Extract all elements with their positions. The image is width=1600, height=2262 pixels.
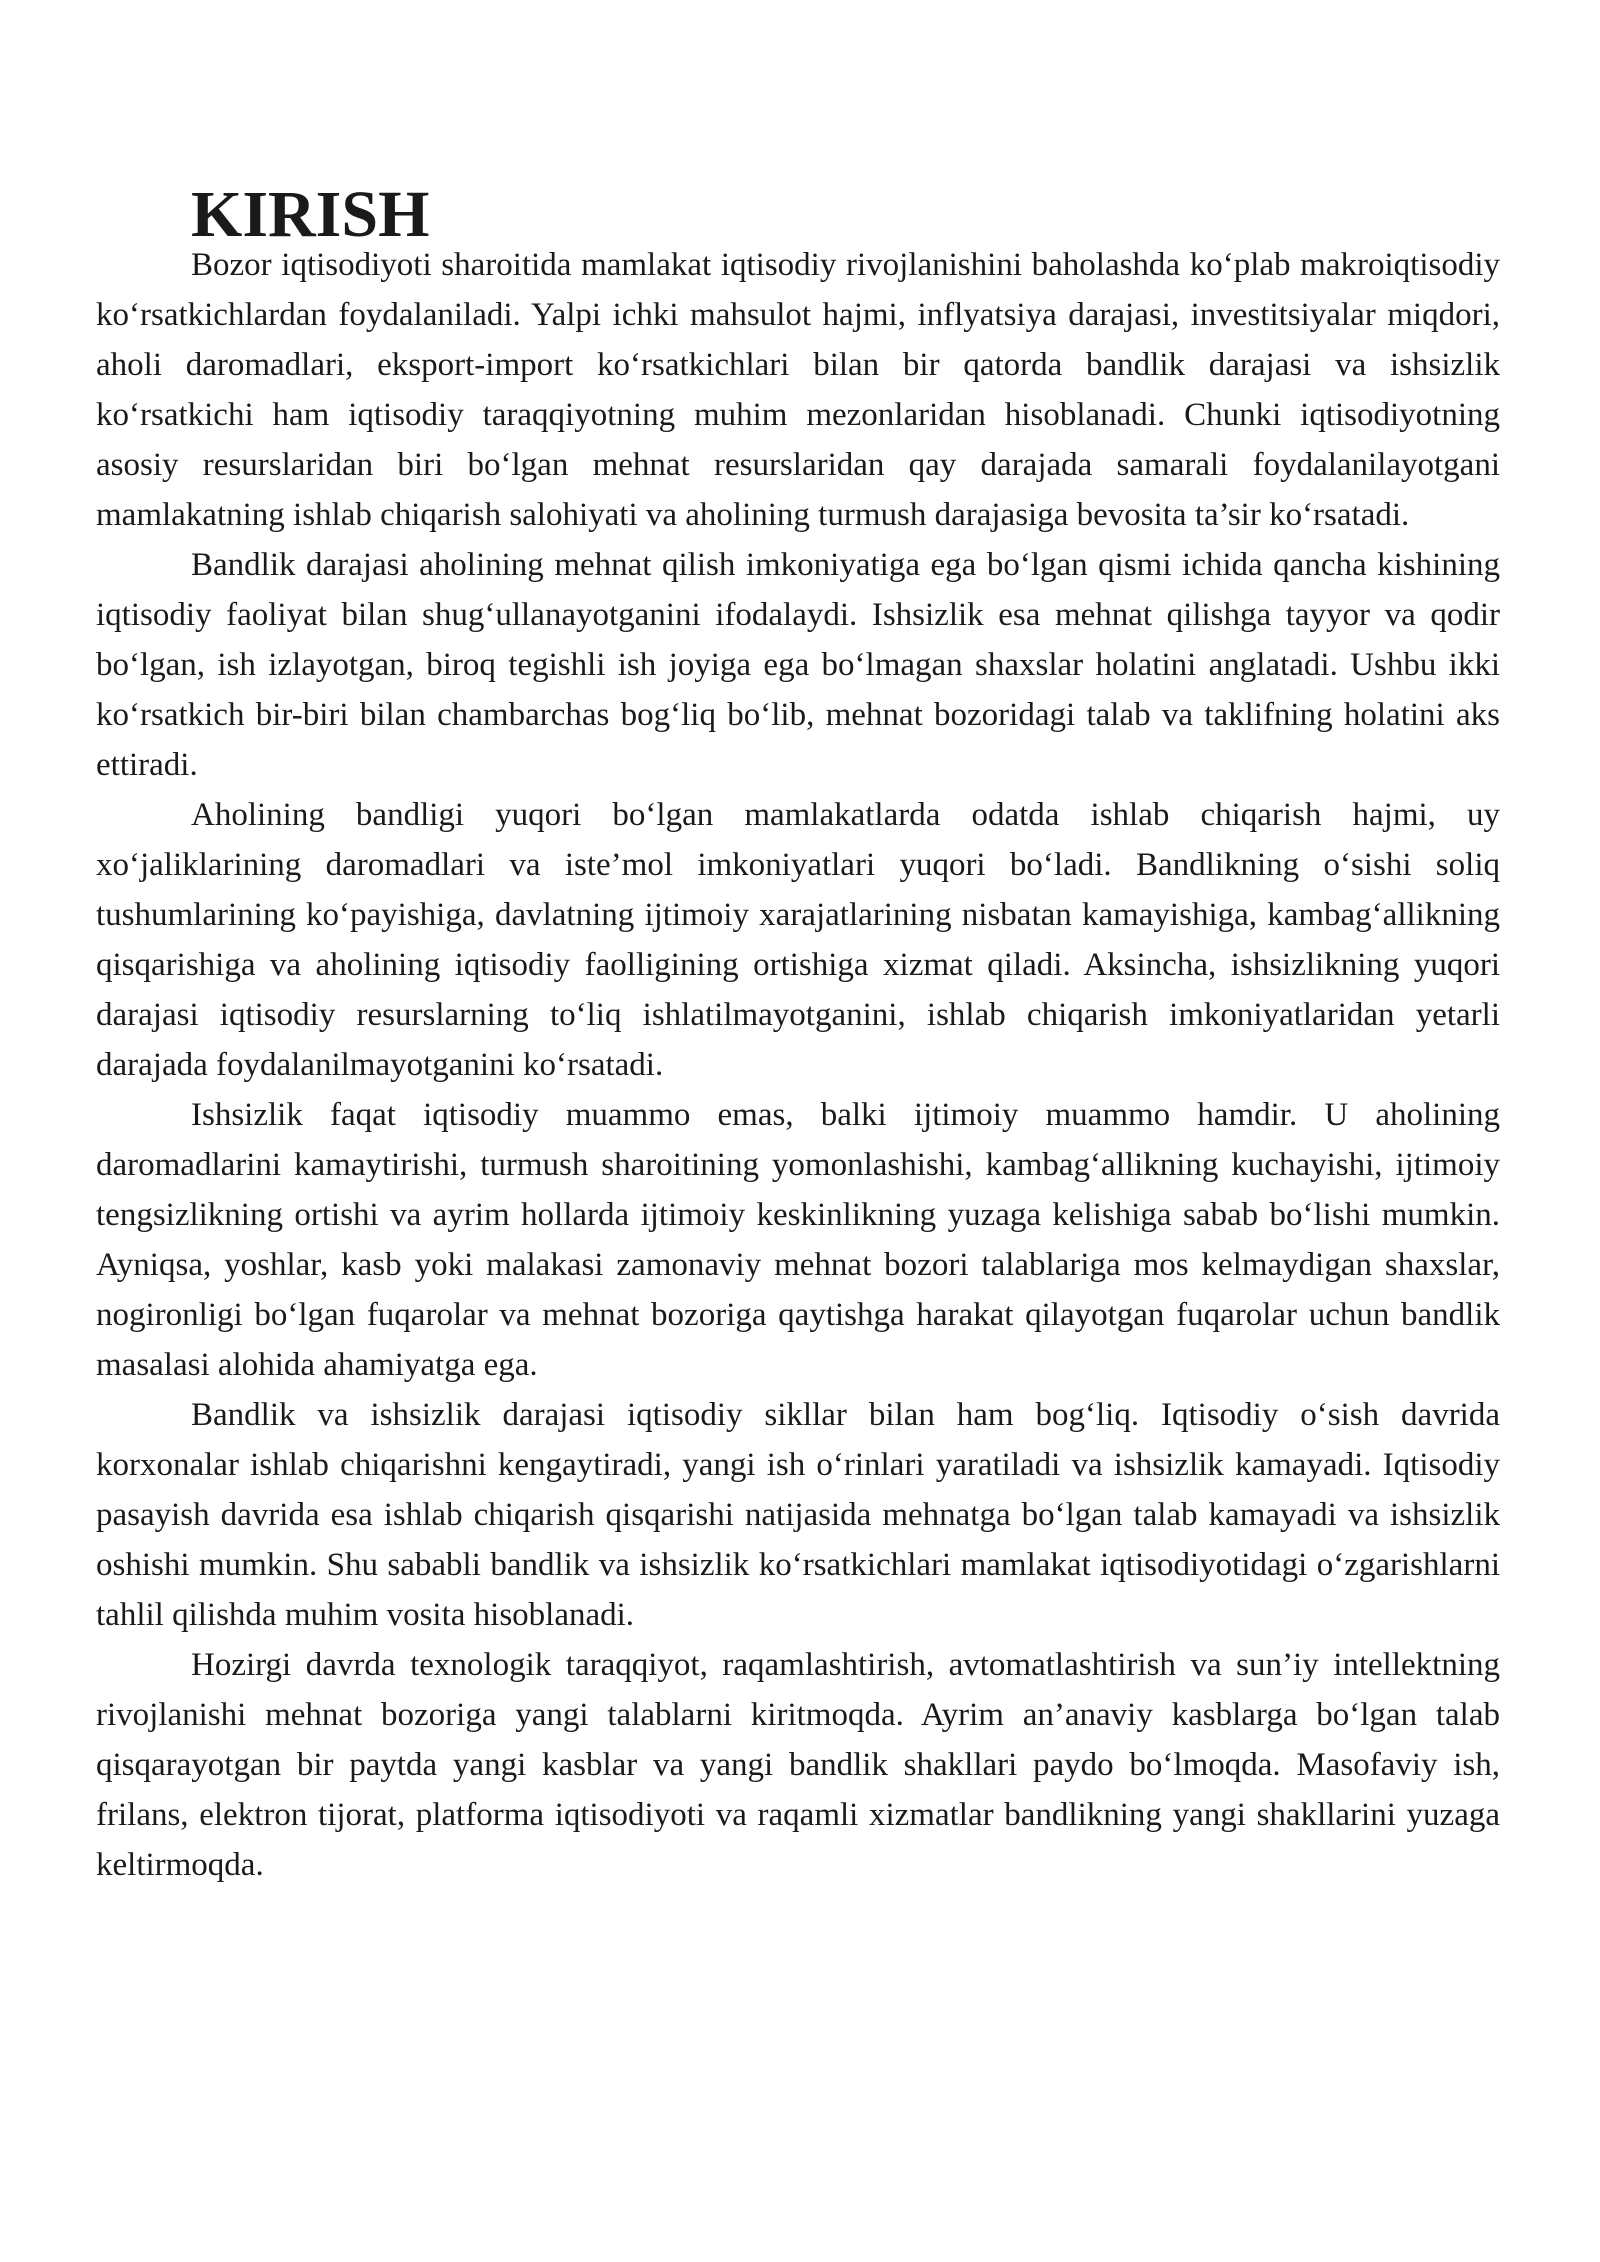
section-heading: KIRISH — [191, 178, 430, 251]
paragraph-4: Ishsizlik faqat iqtisodiy muammo emas, balki ijtimoiy muammo hamdir. U aholining daromadlarini kamaytirishi, turmush sharoitining yomonlashishi, kambag‘allikning kuchayishi, ijtimoiy tengsizlikning ortishi va ayrim hollarda ijtimoiy keskinlikning yuzaga kelishiga sabab bo‘lishi mumkin. Ayniqsa, yoshlar, kasb yoki malakasi zamonaviy mehnat bozori talablariga mos kelmaydigan shaxslar, nogironligi bo‘lgan fuqarolar va mehnat bozoriga qaytishga harakat qilayotgan fuqarolar uchun bandlik masalasi alohida ahamiyatga ega. — [96, 1097, 1500, 1383]
paragraph-2: Bandlik darajasi aholining mehnat qilish imkoniyatiga ega bo‘lgan qismi ichida qancha kishining iqtisodiy faoliyat bilan shug‘ullanayotganini ifodalaydi. Ishsizlik esa mehnat qilishga tayyor va qodir bo‘lgan, ish izlayotgan, biroq tegishli ish joyiga ega bo‘lmagan shaxslar holatini anglatadi. Ushbu ikki ko‘rsatkich bir-biri bilan chambarchas bog‘liq bo‘lib, mehnat bozoridagi talab va taklifning holatini aks ettiradi. — [96, 547, 1500, 783]
paragraph-6: Hozirgi davrda texnologik taraqqiyot, raqamlashtirish, avtomatlashtirish va sun’iy intellektning rivojlanishi mehnat bozoriga yangi talablarni kiritmoqda. Ayrim an’anaviy kasblarga bo‘lgan talab qisqarayotgan bir paytda yangi kasblar va yangi bandlik shakllari paydo bo‘lmoqda. Masofaviy ish, frilans, elektron tijorat, platforma iqtisodiyoti va raqamli xizmatlar bandlikning yangi shakllarini yuzaga keltirmoqda. — [96, 1647, 1500, 1883]
paragraph-3: Aholining bandligi yuqori bo‘lgan mamlakatlarda odatda ishlab chiqarish hajmi, uy xo‘jaliklarining daromadlari va iste’mol imkoniyatlari yuqori bo‘ladi. Bandlikning o‘sishi soliq tushumlarining ko‘payishiga, davlatning ijtimoiy xarajatlarining nisbatan kamayishiga, kambag‘allikning qisqarishiga va aholining iqtisodiy faolligining ortishiga xizmat qiladi. Aksincha, ishsizlikning yuqori darajasi iqtisodiy resurslarning to‘liq ishlatilmayotganini, ishlab chiqarish imkoniyatlaridan yetarli darajada foydalanilmayotganini ko‘rsatadi. — [96, 797, 1500, 1083]
document-page — [96, 178, 1500, 1890]
paragraph-1: Bozor iqtisodiyoti sharoitida mamlakat iqtisodiy rivojlanishini baholashda ko‘plab makroiqtisodiy ko‘rsatkichlardan foydalaniladi. Yalpi ichki mahsulot hajmi, inflyatsiya darajasi, investitsiyalar miqdori, aholi daromadlari, eksport-import ko‘rsatkichlari bilan bir qatorda bandlik darajasi va ishsizlik ko‘rsatkichi ham iqtisodiy taraqqiyotning muhim mezonlaridan hisoblanadi. Chunki iqtisodiyotning asosiy resurslaridan biri bo‘lgan mehnat resurslaridan qay darajada samarali foydalanilayotgani mamlakatning ishlab chiqarish salohiyati va aholining turmush darajasiga bevosita ta’sir ko‘rsatadi. — [96, 247, 1500, 533]
paragraph-5: Bandlik va ishsizlik darajasi iqtisodiy sikllar bilan ham bog‘liq. Iqtisodiy o‘sish davrida korxonalar ishlab chiqarishni kengaytiradi, yangi ish o‘rinlari yaratiladi va ishsizlik kamayadi. Iqtisodiy pasayish davrida esa ishlab chiqarish qisqarishi natijasida mehnatga bo‘lgan talab kamayadi va ishsizlik oshishi mumkin. Shu sababli bandlik va ishsizlik ko‘rsatkichlari mamlakat iqtisodiyotidagi o‘zgarishlarni tahlil qilishda muhim vosita hisoblanadi. — [96, 1397, 1500, 1633]
